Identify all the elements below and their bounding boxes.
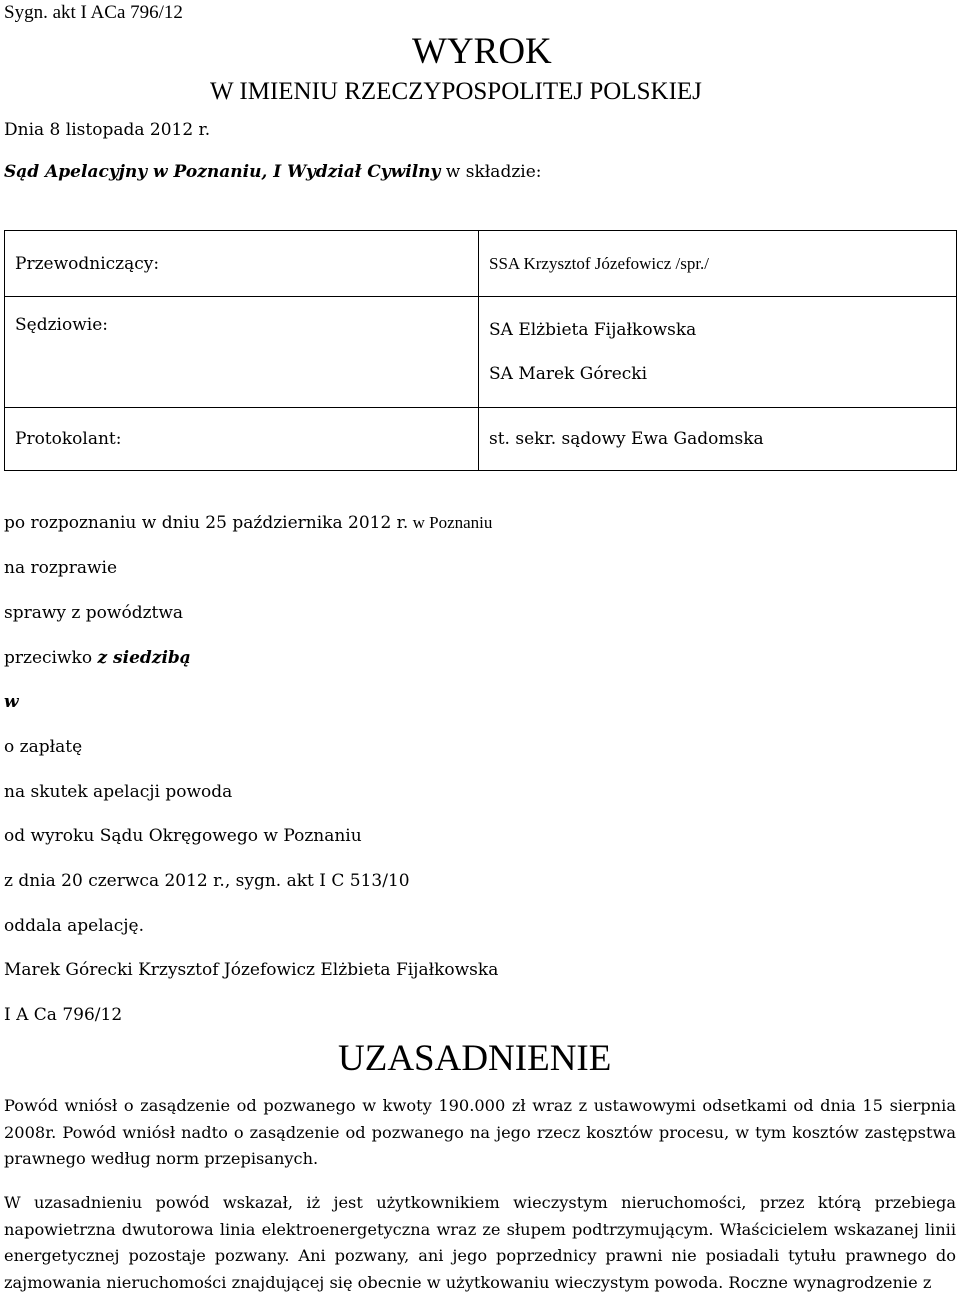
on-trial-line: na rozprawie	[4, 558, 117, 578]
hearing-city: w Poznaniu	[408, 513, 493, 532]
hearing-date: po rozpoznaniu w dniu 25 października 2012 r.	[4, 513, 409, 533]
case-reference: Sygn. akt I ACa 796/12	[4, 2, 183, 23]
judge-2: SA Marek Górecki	[489, 364, 648, 384]
location-line: w	[4, 692, 19, 712]
case-reference-2: I A Ca 796/12	[4, 1005, 123, 1025]
panel-table	[4, 230, 957, 471]
clerk-value: st. sekr. sądowy Ewa Gadomska	[479, 408, 957, 471]
signatures-line: Marek Górecki Krzysztof Józefowicz Elżbieta Fijałkowska	[4, 960, 499, 980]
court-name: Sąd Apelacyjny w Poznaniu, I Wydział Cywilny	[4, 162, 441, 182]
subject-line: o zapłatę	[4, 737, 83, 757]
hearing-line	[4, 513, 492, 533]
against-text: przeciwko	[4, 648, 98, 668]
chair-value: SSA Krzysztof Józefowicz /spr./	[479, 231, 957, 297]
judgment-date: Dnia 8 listopada 2012 r.	[4, 120, 211, 140]
judgment-subtitle: W IMIENIU RZECZYPOSPOLITEJ POLSKIEJ	[210, 78, 702, 105]
judges-cell	[479, 297, 957, 408]
lower-court-line: od wyroku Sądu Okręgowego w Poznaniu	[4, 826, 362, 846]
justification-paragraph-2: W uzasadnieniu powód wskazał, iż jest użytkownikiem wieczystym nieruchomości, przez którą przebiega napowietrzna dwutorowa linia elektroenergetyczna wraz ze słupem podtrzymującym. Właścicielem wskazanej linii energetycznej pozostaje pozwany. Ani pozwany, ani jego poprzednicy prawni nie posiadali tytułu prawnego do zajmowania nieruchomości znajdującej się obecnie w użytkowaniu wieczystym powoda. Roczne wynagrodzenie z	[4, 1193, 956, 1292]
clerk-label: Protokolant:	[5, 408, 479, 471]
chair-label: Przewodniczący:	[5, 231, 479, 297]
appeal-line: na skutek apelacji powoda	[4, 782, 233, 802]
lower-judgment-line	[4, 871, 410, 891]
plaintiff-line: sprawy z powództwa	[4, 603, 184, 623]
decision-line: oddala apelację.	[4, 916, 145, 936]
seat-text: z siedzibą	[97, 648, 191, 668]
lower-judgment-date: z dnia 20 czerwca 2012 r.	[4, 871, 225, 891]
judge-1: SA Elżbieta Fijałkowska	[489, 320, 697, 340]
court-line	[4, 162, 542, 182]
justification-paragraph-1: Powód wniósł o zasądzenie od pozwanego w kwoty 190.000 zł wraz z ustawowymi odsetkami od dnia 15 sierpnia 2008r. Powód wniósł nadto o zasądzenie od pozwanego na jego rzecz kosztów procesu, w tym kosztów zastępstwa prawnego według norm przepisanych.	[4, 1096, 956, 1168]
lower-judgment-ref: , sygn. akt I C 513/10	[224, 871, 410, 891]
judges-label: Sędziowie:	[5, 297, 479, 408]
court-suffix: w składzie:	[440, 162, 542, 182]
defendant-line	[4, 648, 191, 668]
justification-title: UZASADNIENIE	[338, 1038, 612, 1079]
judgment-title: WYROK	[412, 31, 552, 72]
